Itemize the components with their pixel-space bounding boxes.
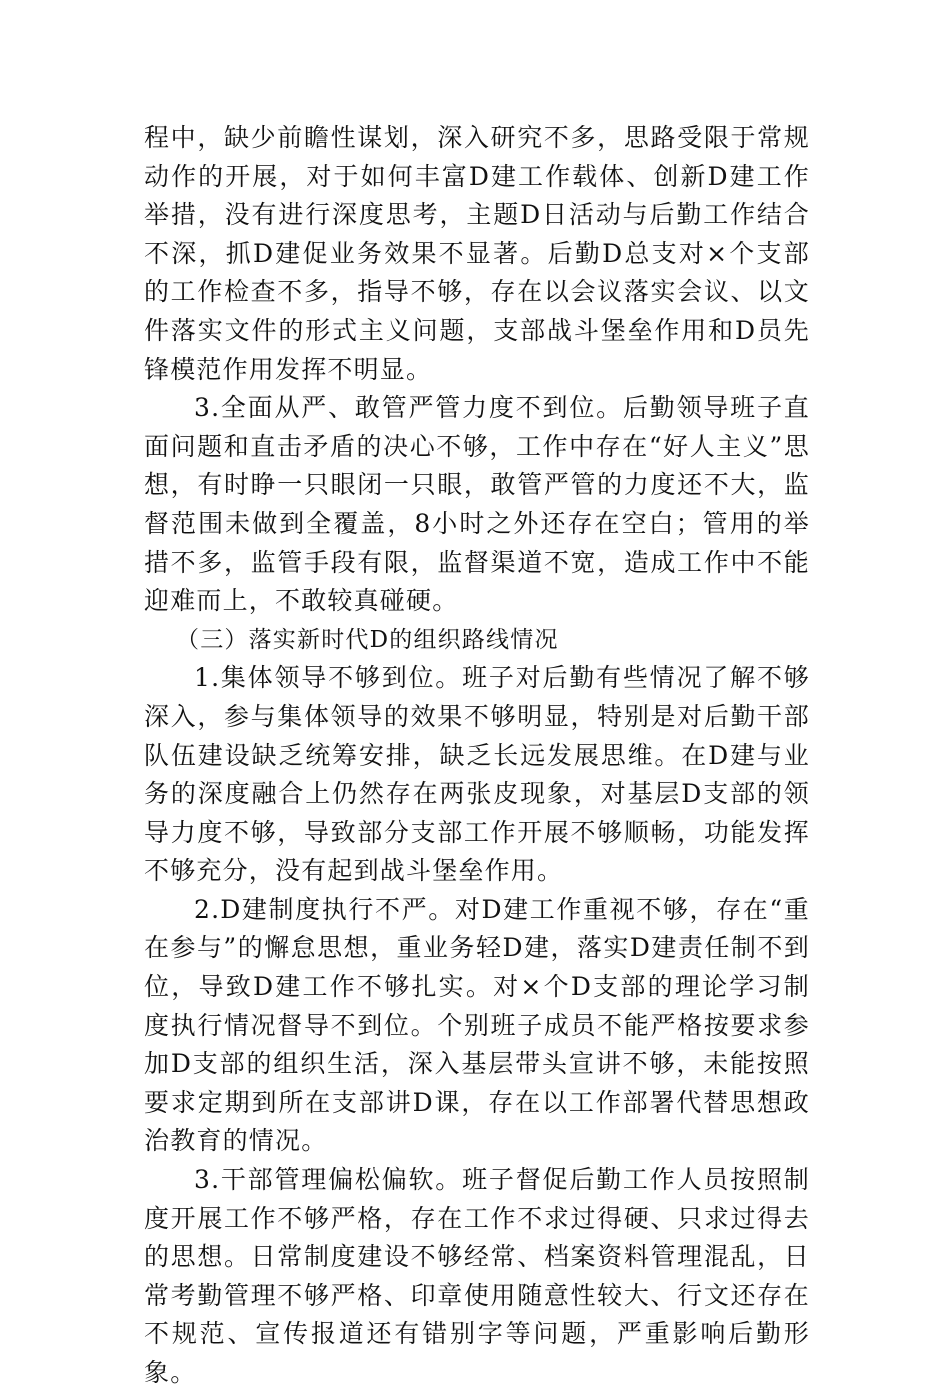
paragraph-item-1-collective-leadership: 1.集体领导不够到位。班子对后勤有些情况了解不够深入，参与集体领导的效果不够明显，特别是对后勤干部队伍建设缺乏统筹安排，缺乏长远发展思维。在D建与业务的深度融合上仍然存在两张皮现象，对基层D支部的领导力度不够，导致部分支部工作开展不够顺畅，功能发挥不够充分，没有起到战斗堡垒作用。 — [144, 663, 810, 886]
paragraph-item-3-strict-management: 3.全面从严、敢管严管力度不到位。后勤领导班子直面问题和直击矛盾的决心不够，工作中存在“好人主义”思想，有时睁一只眼闭一只眼，敢管严管的力度还不大，监督范围未做到全覆盖，8小时之外还存在空白；管用的举措不多，监管手段有限，监督渠道不宽，造成工作中不能迎难而上，不敢较真碰硬。 — [144, 393, 810, 616]
paragraph-continuation: 程中，缺少前瞻性谋划，深入研究不多，思路受限于常规动作的开展，对于如何丰富D建工作载体、创新D建工作举措，没有进行深度思考，主题D日活动与后勤工作结合不深，抓D建促业务效果不显著。后勤D总支对×个支部的工作检查不多，指导不够，存在以会议落实会议、以文件落实文件的形式主义问题，支部战斗堡垒作用和D员先锋模范作用发挥不明显。 — [144, 123, 810, 384]
paragraph-item-3-cadre-management: 3.干部管理偏松偏软。班子督促后勤工作人员按照制度开展工作不够严格，存在工作不求过得硬、只求过得去的思想。日常制度建设不够经常、档案资料管理混乱，日常考勤管理不够严格、印章使用随意性较大、行文还存在不规范、宣传报道还有错别字等问题，严重影响后勤形象。 — [144, 1165, 810, 1387]
paragraph-item-2-system-execution: 2.D建制度执行不严。对D建工作重视不够，存在“重在参与”的懈怠思想，重业务轻D建，落实D建责任制不到位，导致D建工作不够扎实。对×个D支部的理论学习制度执行情况督导不到位。个别班子成员不能严格按要求参加D支部的组织生活，深入基层带头宣讲不够，未能按照要求定期到所在支部讲D课，存在以工作部署代替思想政治教育的情况。 — [144, 894, 810, 1156]
section-heading-3: （三）落实新时代D的组织路线情况 — [176, 626, 559, 653]
